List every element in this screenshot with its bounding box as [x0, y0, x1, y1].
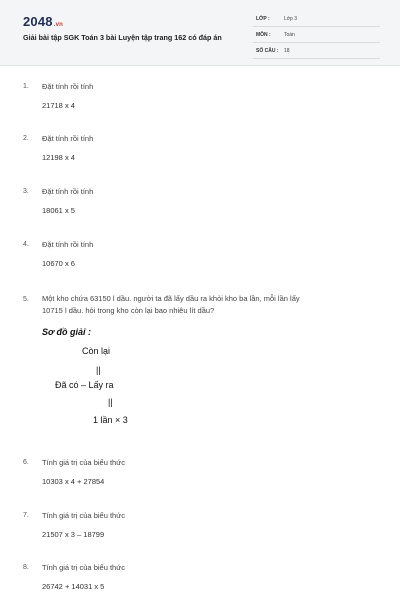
question-number: 1.	[23, 83, 29, 90]
question-text: Đặt tính rồi tính	[42, 82, 94, 91]
question-text	[42, 293, 382, 317]
question-expression: 21718 x 4	[42, 101, 75, 110]
question-expression: 10303 x 4 + 27854	[42, 477, 105, 486]
document-title: Giải bài tập SGK Toán 3 bài Luyện tập trang 162 có đáp án	[23, 33, 222, 42]
question-number: 3.	[23, 188, 29, 195]
question-text-line-2: 10715 l dầu. hỏi trong kho còn lại bao nhiêu lít dầu?	[42, 306, 215, 315]
question-text: Tính giá trị của biểu thức	[42, 458, 125, 467]
meta-value-grade: Lớp 3	[284, 16, 298, 22]
question-number: 6.	[23, 459, 29, 466]
solution-line-4: ||	[108, 397, 113, 407]
meta-value-subject: Toán	[284, 32, 295, 38]
question-number: 5.	[23, 296, 29, 303]
question-text: Tính giá trị của biểu thức	[42, 563, 125, 572]
meta-label-grade: LỚP :	[256, 16, 270, 22]
meta-label-subject: MÔN :	[256, 32, 271, 38]
meta-info	[253, 12, 380, 60]
logo-number: 2048	[23, 14, 53, 29]
question-expression: 26742 + 14031 x 5	[42, 582, 105, 591]
question-text: Tính giá trị của biểu thức	[42, 511, 125, 520]
solution-line-1: Còn lại	[82, 346, 111, 356]
question-expression: 21507 x 3 – 18799	[42, 530, 105, 539]
meta-value-count: 18	[284, 48, 290, 54]
question-text-line-1: Một kho chứa 63150 l dầu. người ta đã lấy dầu ra khỏi kho ba lần, mỗi lần lấy	[42, 294, 300, 303]
question-number: 2.	[23, 135, 29, 142]
question-text: Đặt tính rồi tính	[42, 240, 94, 249]
meta-row-count	[253, 44, 380, 59]
question-number: 4.	[23, 241, 29, 248]
question-number: 7.	[23, 512, 29, 519]
meta-row-grade	[253, 12, 380, 27]
question-number: 8.	[23, 564, 29, 571]
solution-line-3: Đã có – Lấy ra	[55, 380, 114, 390]
document-header	[0, 0, 400, 66]
logo-suffix: .vn	[53, 22, 64, 28]
question-text: Đặt tính rồi tính	[42, 134, 94, 143]
meta-row-subject	[253, 28, 380, 43]
question-text: Đặt tính rồi tính	[42, 187, 94, 196]
question-expression: 18061 x 5	[42, 206, 75, 215]
question-expression: 10670 x 6	[42, 259, 75, 268]
question-expression: 12198 x 4	[42, 153, 75, 162]
solution-heading: Sơ đồ giải :	[42, 327, 92, 337]
site-logo[interactable]	[23, 14, 63, 29]
meta-label-count: SỐ CÂU :	[256, 48, 279, 54]
solution-line-2: ||	[96, 365, 101, 375]
solution-line-5: 1 lần × 3	[93, 415, 128, 425]
